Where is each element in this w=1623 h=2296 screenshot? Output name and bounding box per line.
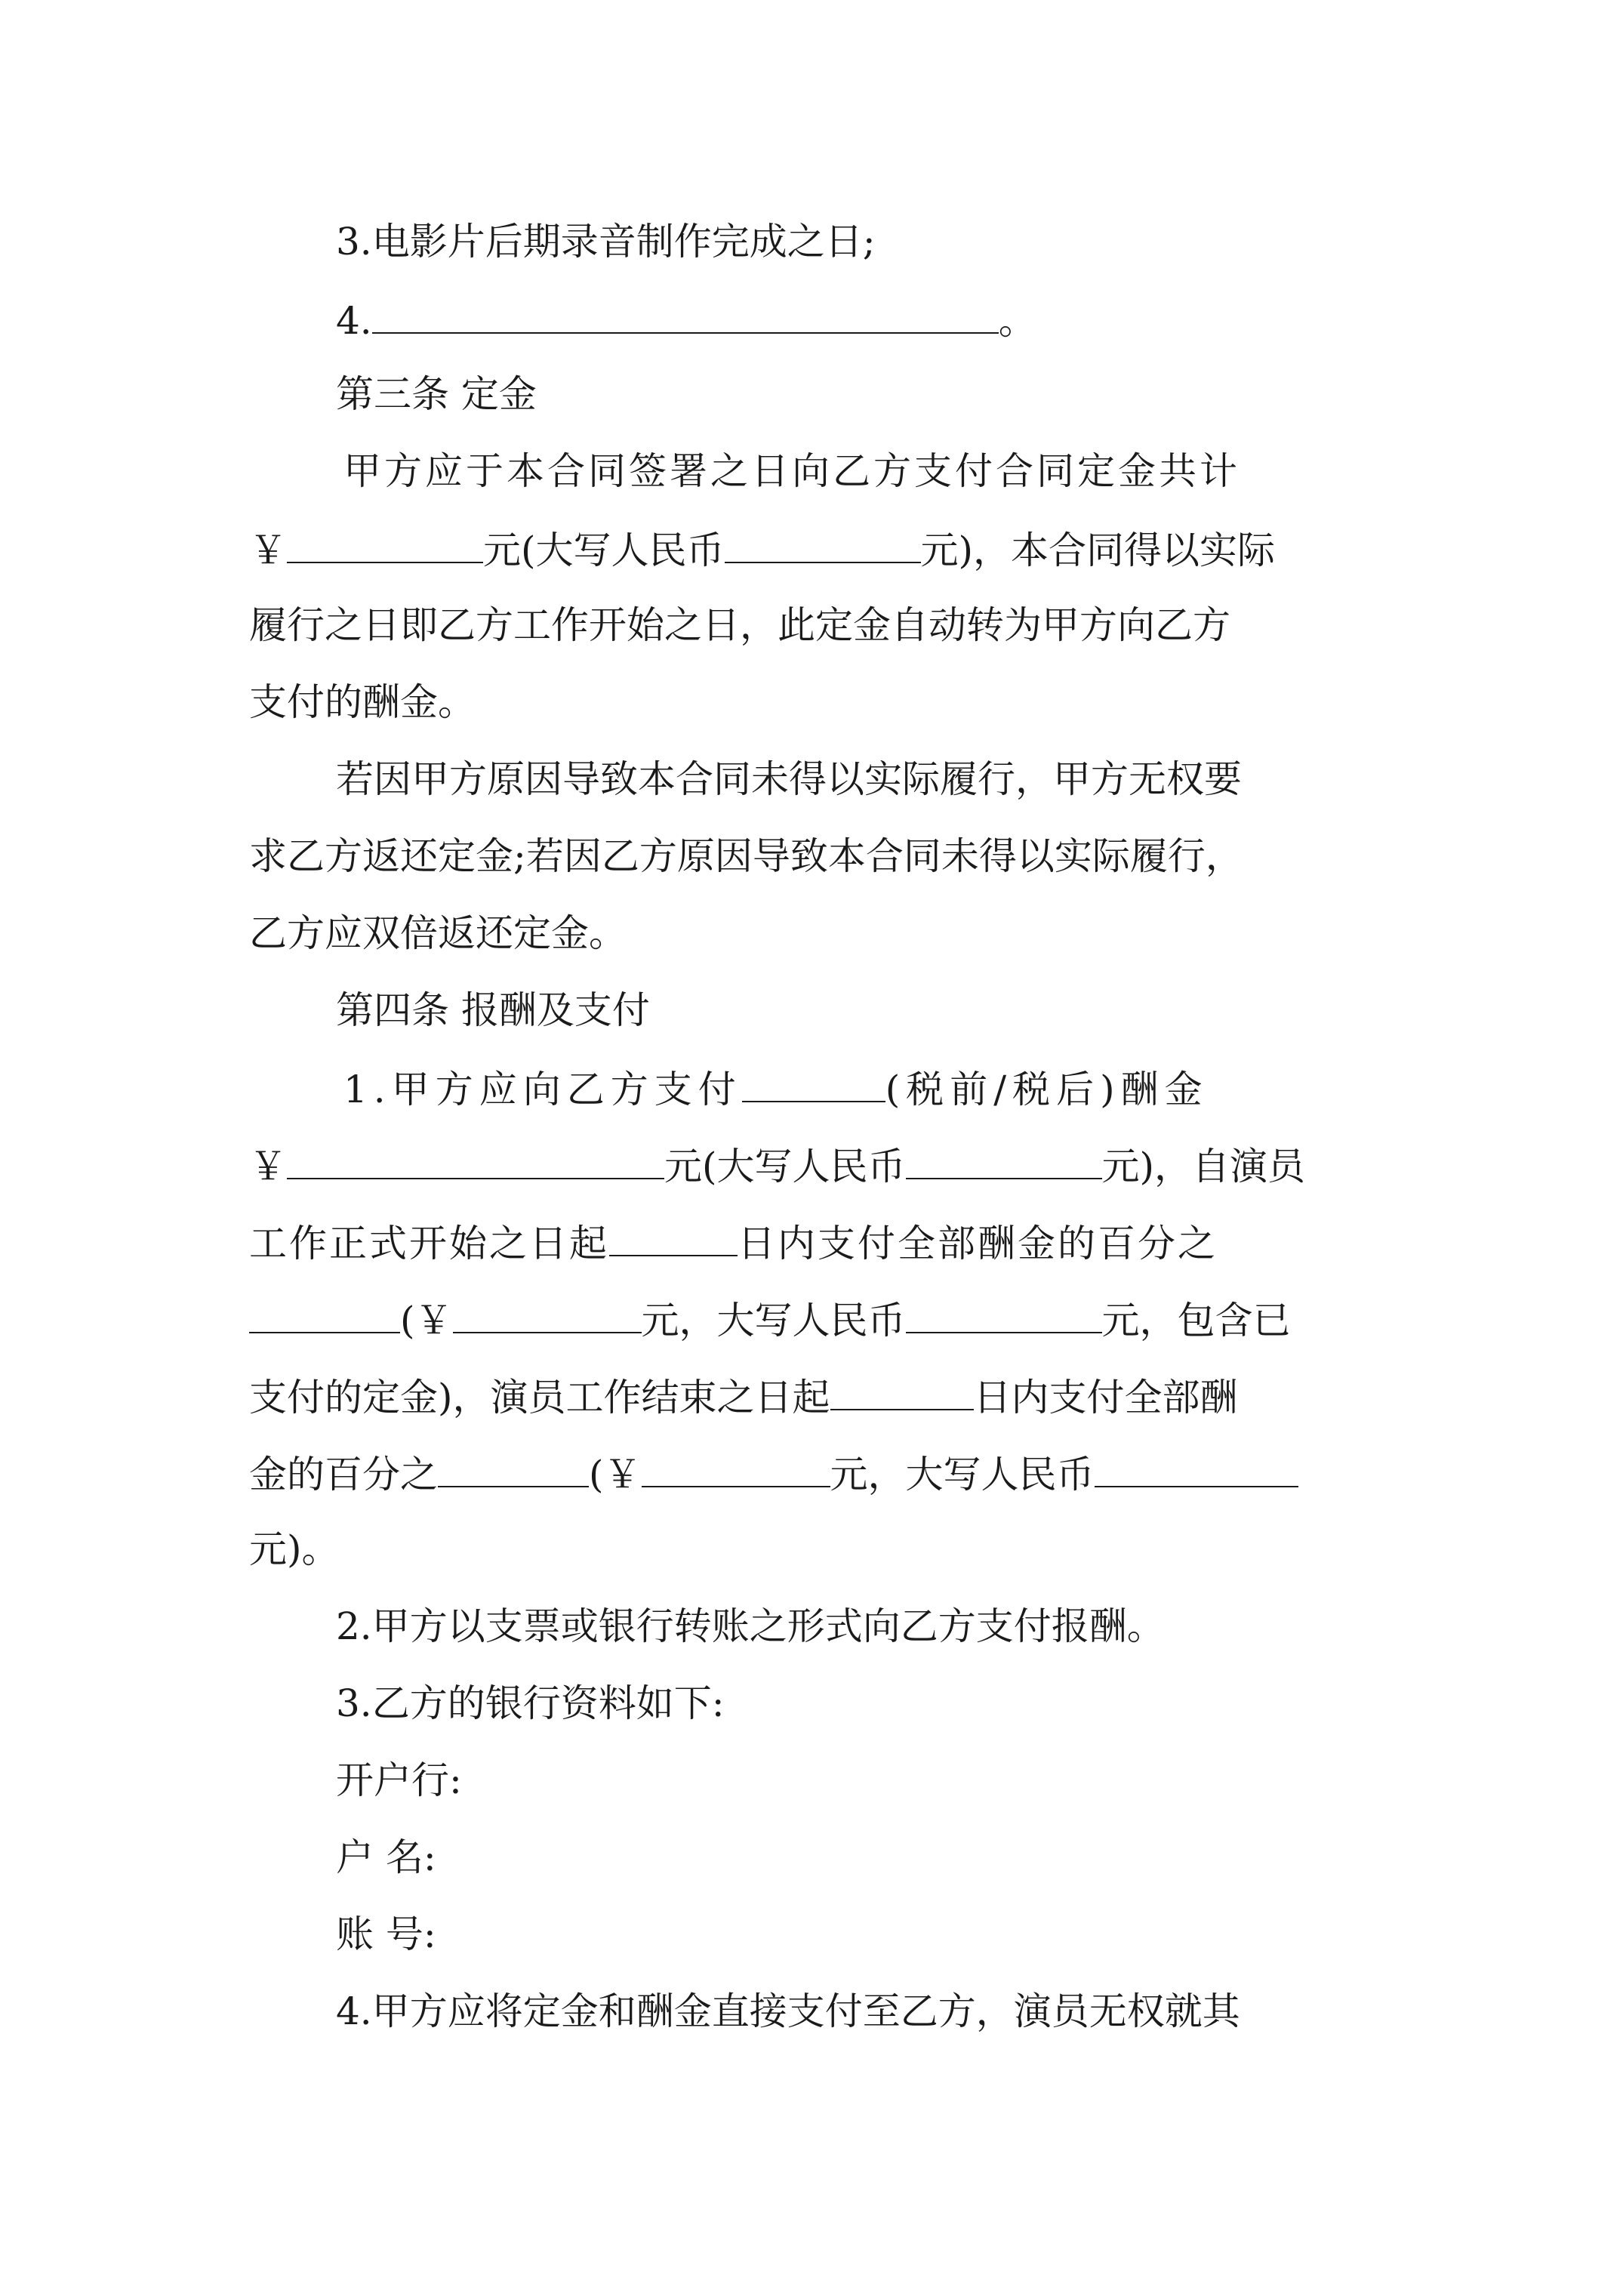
bank-field-label	[336, 1758, 1468, 1803]
clause-line	[249, 834, 1381, 879]
clause-text: 若因甲方原因导致本合同未得以实际履行，甲方无权要	[336, 757, 1242, 801]
clause-text: 日内支付全部酬金的百分之	[738, 1222, 1218, 1265]
clause-text: 3.电影片后期录音制作完成之日;	[336, 220, 876, 264]
clause-text: 日内支付全部酬	[973, 1376, 1238, 1419]
clause-text: 支付的酬金。	[249, 680, 476, 724]
heading-text: 第三条 定金	[336, 372, 537, 416]
fill-blank[interactable]	[1095, 1450, 1298, 1487]
clause-text: (税前/税后)酬金	[885, 1068, 1209, 1111]
fill-blank[interactable]	[372, 296, 999, 334]
clause-line	[249, 1527, 1381, 1572]
clause-text: 求乙方返还定金;若因乙方原因导致本合同未得以实际履行，	[249, 834, 1243, 878]
fill-blank[interactable]	[287, 1142, 664, 1179]
section-heading	[336, 988, 1468, 1033]
clause-text: 2.甲方以支票或银行转账之形式向乙方支付报酬。	[336, 1604, 1165, 1648]
clause-text: (￥	[400, 1299, 453, 1342]
clause-line	[249, 1373, 1381, 1420]
fill-blank[interactable]	[642, 1450, 830, 1487]
bank-field-label	[336, 1912, 1468, 1957]
clause-line	[249, 1450, 1381, 1497]
clause-text: 元，包含已	[1101, 1299, 1291, 1342]
clause-line	[249, 603, 1381, 648]
clause-line	[249, 1296, 1381, 1343]
fill-blank[interactable]	[725, 525, 921, 563]
section-heading	[336, 371, 1468, 417]
clause-line	[343, 1065, 1476, 1112]
clause-text: 4.	[336, 299, 372, 343]
bank-field-label	[336, 1835, 1468, 1880]
clause-text: 1.甲方应向乙方支付	[343, 1068, 742, 1111]
clause-line	[336, 1681, 1468, 1726]
clause-text: ￥	[249, 529, 287, 572]
clause-text: 3.乙方的银行资料如下:	[336, 1681, 725, 1725]
clause-line	[249, 680, 1381, 725]
clause-line	[336, 219, 1468, 264]
clause-line	[343, 448, 1476, 494]
fill-blank[interactable]	[830, 1373, 974, 1410]
clause-text: 户 名:	[336, 1835, 436, 1879]
clause-text: ￥	[249, 1145, 287, 1188]
heading-text: 第四条 报酬及支付	[336, 988, 650, 1032]
clause-line	[249, 1142, 1381, 1189]
clause-text: 履行之日即乙方工作开始之日，此定金自动转为甲方向乙方	[249, 603, 1230, 647]
clause-text: 元)，本合同得以实际	[920, 529, 1276, 572]
clause-text: 元(大写人民币	[483, 529, 725, 572]
clause-text: 金的百分之	[249, 1453, 438, 1496]
clause-text: 元)。	[249, 1527, 340, 1571]
fill-blank[interactable]	[906, 1142, 1102, 1179]
clause-text: 工作正式开始之日起	[249, 1222, 609, 1265]
fill-blank[interactable]	[438, 1450, 589, 1487]
clause-line	[249, 911, 1381, 956]
clause-text: 。	[998, 299, 1036, 343]
clause-line	[336, 1989, 1468, 2034]
fill-blank[interactable]	[906, 1296, 1102, 1333]
fill-blank[interactable]	[453, 1296, 642, 1333]
clause-text: 元，大写人民币	[641, 1299, 906, 1342]
clause-text: 账 号:	[336, 1912, 436, 1956]
clause-text: 开户行:	[336, 1758, 462, 1802]
fill-blank[interactable]	[287, 525, 483, 563]
clause-line	[336, 757, 1468, 802]
fill-blank[interactable]	[249, 1296, 400, 1333]
clause-text: 4.甲方应将定金和酬金直接支付至乙方，演员无权就其	[336, 1989, 1240, 2033]
fill-blank[interactable]	[742, 1065, 885, 1102]
clause-text: 元(大写人民币	[664, 1145, 906, 1188]
clause-text: 甲方应于本合同签署之日向乙方支付合同定金共计	[343, 449, 1240, 493]
clause-line	[249, 525, 1381, 573]
clause-line	[336, 296, 1468, 344]
clause-line	[249, 1219, 1381, 1266]
clause-text: 元，大写人民币	[830, 1453, 1095, 1496]
clause-text: (￥	[589, 1453, 642, 1496]
fill-blank[interactable]	[609, 1219, 738, 1256]
clause-text: 支付的定金)，演员工作结束之日起	[249, 1376, 830, 1419]
clause-text: 乙方应双倍返还定金。	[249, 911, 627, 955]
clause-line	[336, 1604, 1468, 1649]
clause-text: 元)，自演员	[1101, 1145, 1306, 1188]
